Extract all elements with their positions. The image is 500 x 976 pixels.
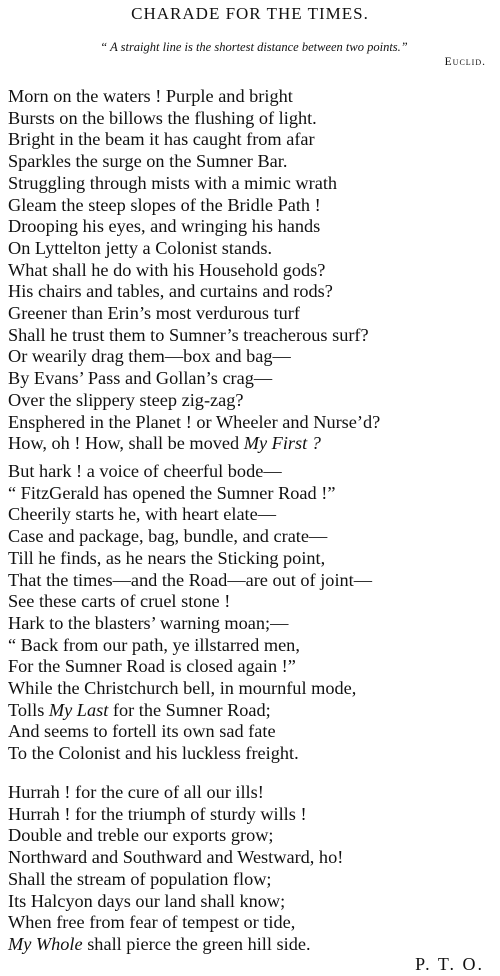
poem-line: Sparkles the surge on the Sumner Bar. (8, 151, 288, 172)
poem-line (8, 433, 498, 455)
poem-line: On Lyttelton jetty a Colonist stands. (8, 237, 273, 258)
line-text: How, oh ! How, shall be moved (8, 433, 244, 454)
poem-line: Or wearily drag them—box and bag— (8, 346, 291, 367)
poem-line: Ensphered in the Planet ! or Wheeler and Nurse’d? (8, 411, 381, 432)
poem-line: Gleam the steep slopes of the Bridle Path ! (8, 194, 321, 215)
poem-line: Morn on the waters ! Purple and bright (8, 86, 293, 106)
poem-line: And seems to fortell its own sad fate (8, 721, 276, 742)
line-text: shall pierce the green hill side. (82, 933, 311, 954)
stanza-3 (8, 782, 498, 956)
emphasis-my-first: My First ? (243, 433, 321, 454)
please-turn-over-note: P. T. O. (415, 954, 484, 974)
poem-line: For the Sumner Road is closed again !” (8, 656, 296, 677)
poem-line: Bursts on the billows the flushing of light. (8, 107, 317, 128)
poem-line (8, 700, 498, 722)
poem-line: Over the slippery steep zig-zag? (8, 389, 244, 410)
epigraph-quote: “ A straight line is the shortest distance between two points.” (100, 40, 408, 54)
poem-line: Its Halcyon days our land shall know; (8, 890, 286, 911)
poem-line (8, 934, 498, 956)
poem-line: Cheerily starts he, with heart elate— (8, 504, 277, 525)
poem-line: When free from fear of tempest or tide, (8, 912, 296, 933)
poem-line: Hurrah ! for the cure of all our ills! (8, 782, 264, 802)
poem-title: CHARADE FOR THE TIMES. (131, 4, 369, 23)
poem-line: Bright in the beam it has caught from afar (8, 129, 315, 150)
epigraph-attribution: Euclid. (444, 56, 486, 68)
poem-line: To the Colonist and his luckless freight. (8, 743, 299, 764)
stanza-1 (8, 86, 498, 455)
poem-line: That the times—and the Road—are out of joint— (8, 569, 373, 590)
poem-line: Case and package, bag, bundle, and crate— (8, 526, 328, 547)
poem-line: By Evans’ Pass and Gollan’s crag— (8, 368, 273, 389)
poem-line: “ FitzGerald has opened the Sumner Road !” (8, 482, 336, 503)
poem-line: But hark ! a voice of cheerful bode— (8, 461, 282, 481)
poem-line: Hurrah ! for the triumph of sturdy wills ! (8, 803, 307, 824)
poem-line: His chairs and tables, and curtains and rods? (8, 281, 333, 302)
poem-line: Northward and Southward and Westward, ho! (8, 847, 344, 868)
emphasis-my-whole: My Whole (8, 933, 83, 954)
poem-line: See these carts of cruel stone ! (8, 591, 231, 612)
poem-line: Till he finds, as he nears the Sticking point, (8, 547, 326, 568)
poem-line: What shall he do with his Household gods? (8, 259, 326, 280)
poem-line: Drooping his eyes, and wringing his hands (8, 216, 321, 237)
poem-line: Greener than Erin’s most verdurous turf (8, 303, 300, 324)
poem-line: Double and treble our exports grow; (8, 825, 274, 846)
stanza-2 (8, 461, 498, 765)
poem-line: Struggling through mists with a mimic wrath (8, 172, 338, 193)
poem-line: “ Back from our path, ye illstarred men, (8, 634, 300, 655)
poem-line: Shall the stream of population flow; (8, 868, 272, 889)
line-text: for the Sumner Road; (108, 699, 271, 720)
line-text: Tolls (8, 699, 49, 720)
emphasis-my-last: My Last (48, 699, 109, 720)
poem-line: While the Christchurch bell, in mournful mode, (8, 678, 357, 699)
poem-line: Hark to the blasters’ warning moan;— (8, 612, 289, 633)
poem-line: Shall he trust them to Sumner’s treacherous surf? (8, 324, 369, 345)
